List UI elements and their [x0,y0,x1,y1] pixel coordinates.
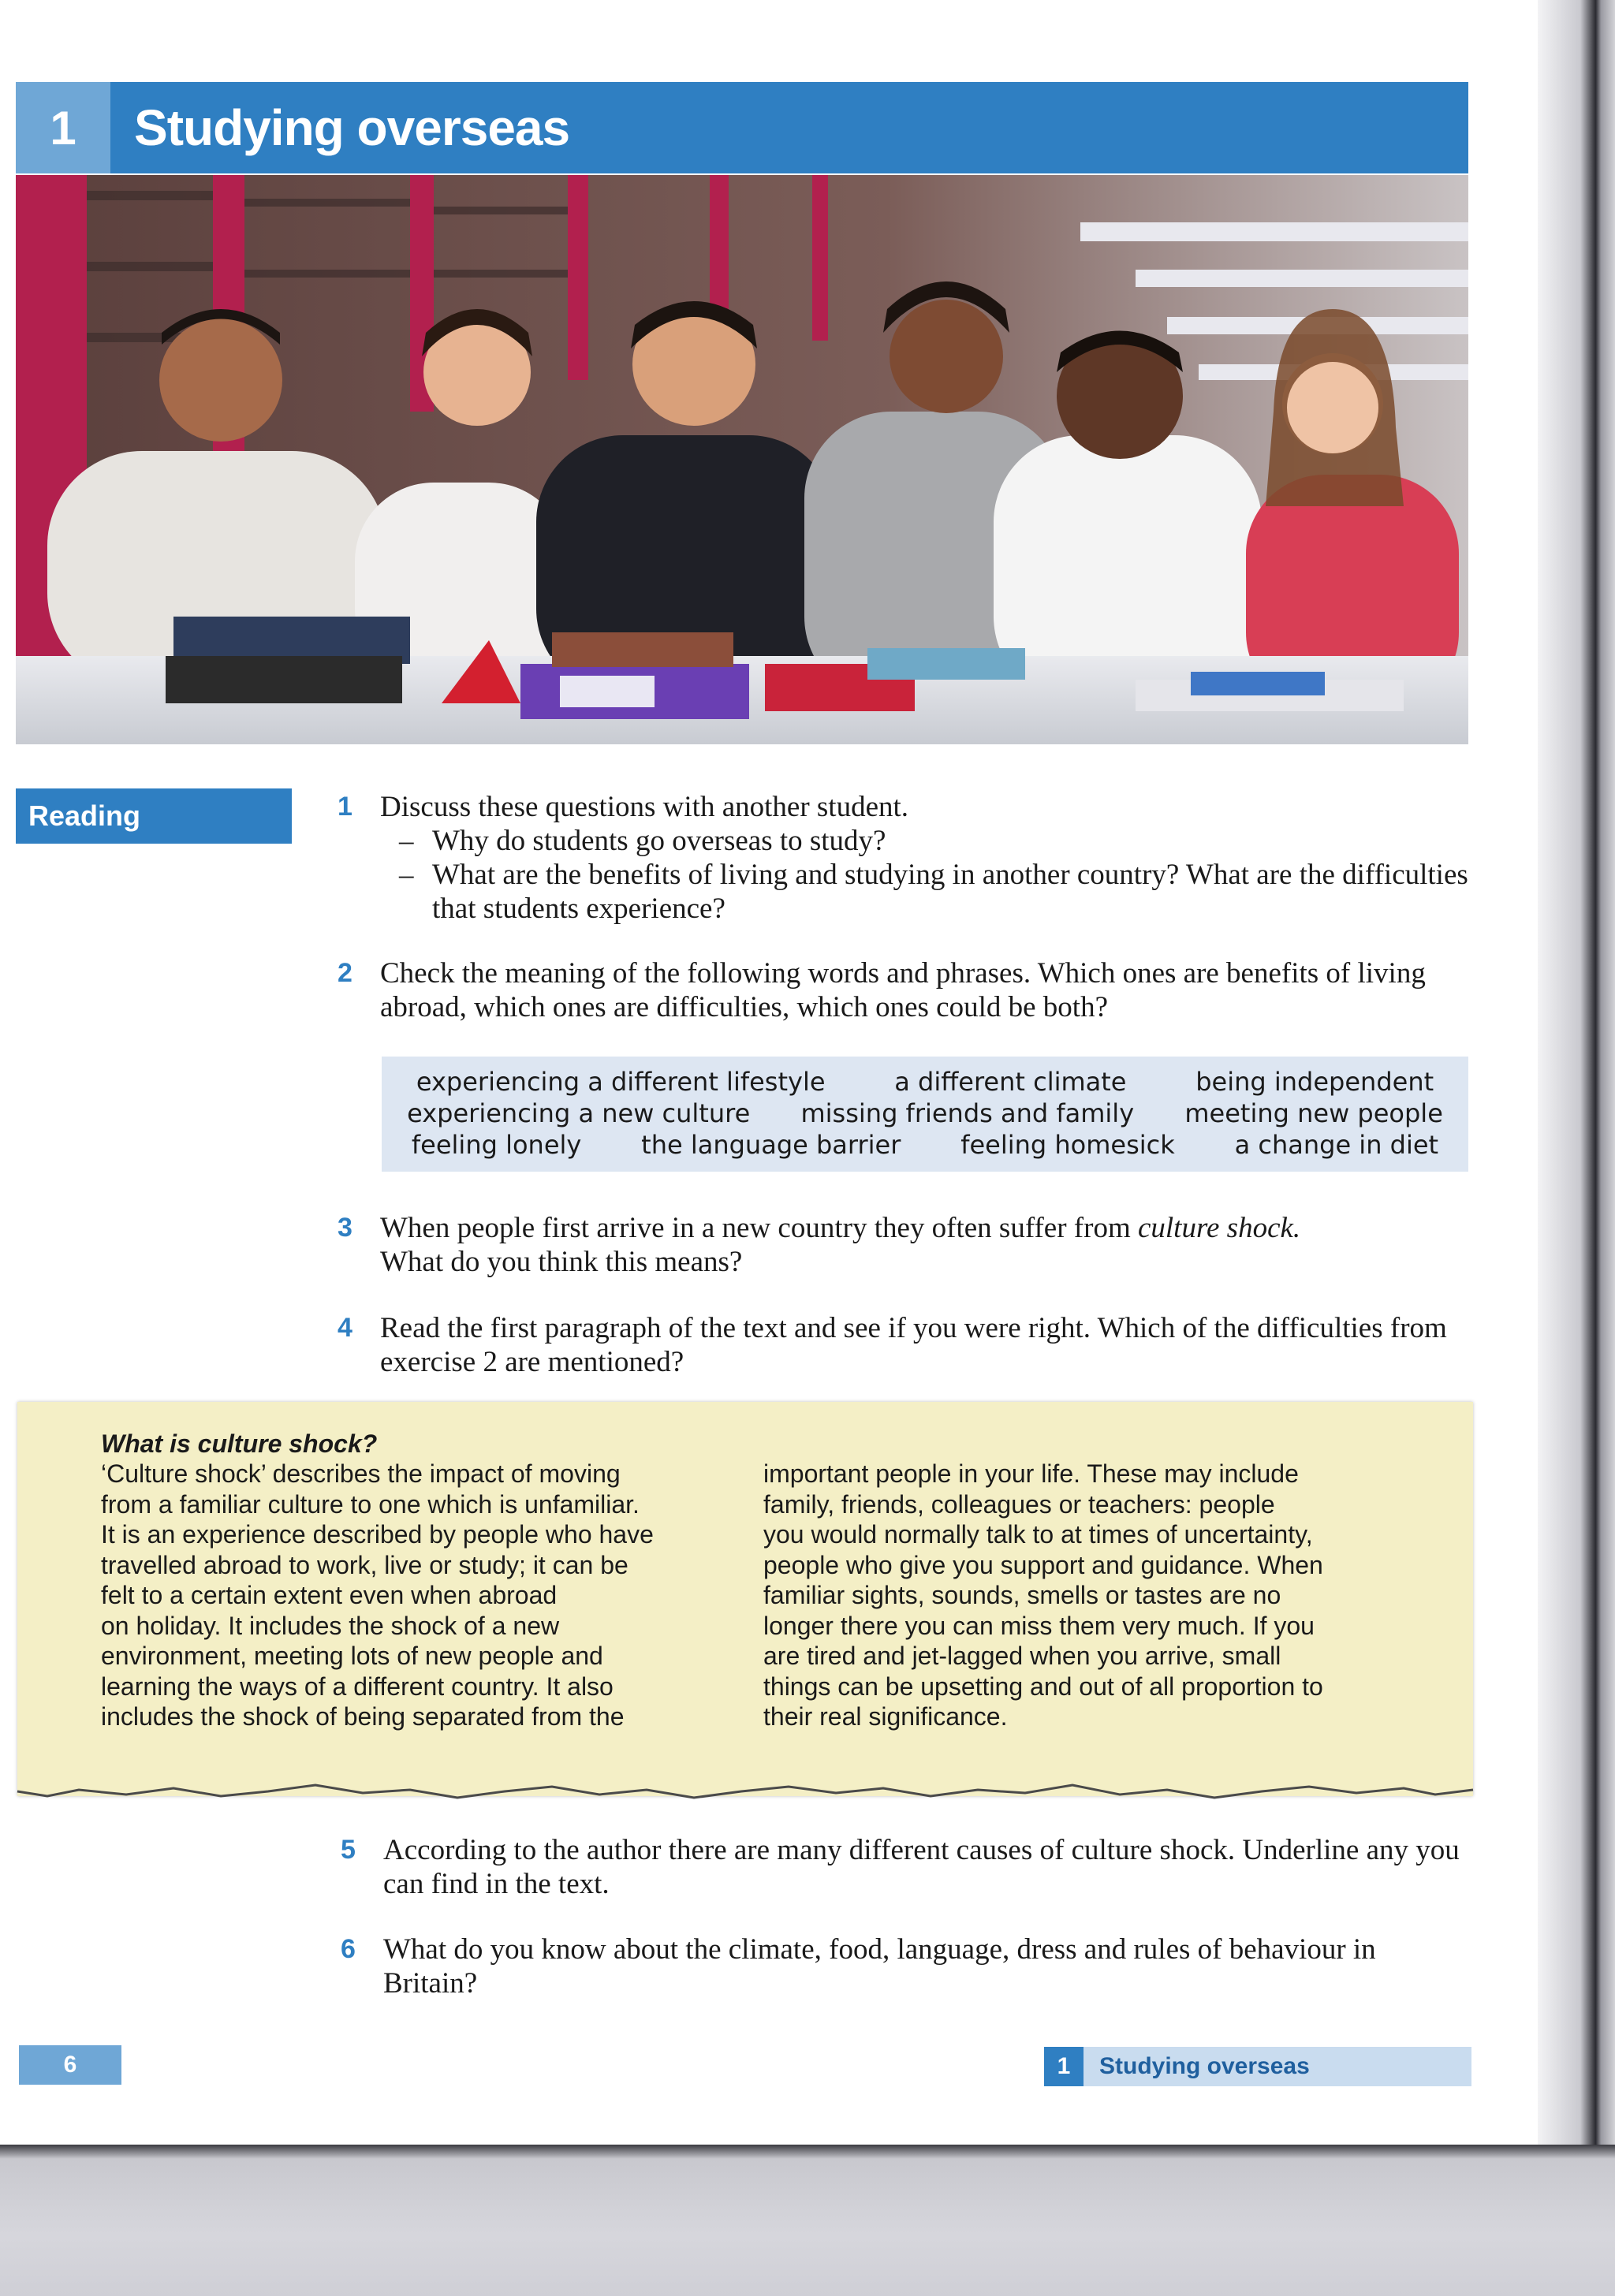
text-line: travelled abroad to work, live or study; it can be [101,1550,628,1579]
vocabulary-row [382,1066,1468,1098]
text-line: familiar sights, sounds, smells or tastes are no [763,1581,1281,1609]
vocabulary-item: meeting new people [1184,1098,1443,1128]
key-term: culture shock. [1137,1212,1301,1244]
exercise-text-part: When people first arrive in a new country they often suffer from [380,1212,1138,1244]
exercise-5 [341,1833,1476,1901]
unit-title: Studying overseas [134,99,570,156]
group-of-students-photo [16,175,1468,744]
text-line: on holiday. It includes the shock of a new [101,1611,560,1640]
footer-unit-number: 1 [1044,2047,1084,2086]
section-label-reading: Reading [16,788,292,844]
text-line: are tired and jet-lagged when you arrive, small [763,1642,1281,1670]
exercise-text: Check the meaning of the following words and phrases. Which ones are benefits of living abroad, which ones are difficulties, which ones could be both? [380,957,1426,1023]
vocabulary-item: the language barrier [641,1130,901,1160]
text-line: learning the ways of a different country. It also [101,1672,614,1701]
page-binding-shadow [1538,0,1615,2296]
text-line: environment, meeting lots of new people and [101,1642,603,1670]
vocabulary-item: a change in diet [1234,1130,1439,1160]
footer-unit-bar [1044,2047,1471,2086]
text-line: felt to a certain extent even when abroad [101,1581,558,1609]
text-line: from a familiar culture to one which is unfamiliar. [101,1489,640,1519]
text-line: ‘Culture shock’ describes the impact of moving [101,1459,621,1488]
page-number: 6 [19,2045,121,2085]
text-line: It is an experience described by people who have [101,1520,654,1549]
reading-text-box [17,1402,1473,1796]
vocabulary-item: a different climate [894,1067,1127,1097]
text-line: things can be upsetting and out of all proportion to [763,1672,1323,1701]
vocabulary-row [382,1129,1468,1161]
exercise-text: Discuss these questions with another student. [380,791,909,823]
exercise-3 [338,1211,1473,1279]
exercise-text: According to the author there are many different causes of culture shock. Underline any you can find in the text. [383,1834,1460,1900]
text-line: people who give you support and guidance. When [763,1550,1323,1579]
exercise-number: 3 [338,1213,352,1243]
torn-paper-edge [0,1766,1475,1813]
question-list [380,824,1473,926]
text-line: you would normally talk to at times of uncertainty, [763,1520,1313,1549]
vocabulary-item: being independent [1195,1067,1434,1097]
vocabulary-item: feeling homesick [960,1130,1175,1160]
reading-text-column-left [101,1459,748,1732]
exercise-4 [338,1311,1473,1379]
exercise-text [380,1211,1473,1279]
exercise-number: 5 [341,1835,356,1865]
vocabulary-item: experiencing a new culture [407,1098,751,1128]
vocabulary-item: missing friends and family [800,1098,1135,1128]
exercise-number: 2 [338,958,352,988]
vocabulary-box [382,1057,1468,1172]
question-item: – What are the benefits of living and studying in another country? What are the difficulties that students experience? [380,858,1473,926]
students-photo [16,175,1468,744]
text-line: longer there you can miss them very much. If you [763,1611,1315,1640]
exercise-number: 6 [341,1934,356,1964]
vocabulary-item: experiencing a different lifestyle [416,1067,826,1097]
text-line: important people in your life. These may include [763,1459,1299,1488]
exercise-text: What do you know about the climate, food, language, dress and rules of behaviour in Britain? [383,1933,1376,2000]
exercise-2 [338,956,1473,1024]
vocabulary-row [382,1098,1468,1129]
footer-unit-title: Studying overseas [1099,2053,1310,2079]
unit-title-bar [16,82,1468,173]
text-line: family, friends, colleagues or teachers: people [763,1489,1275,1519]
unit-number: 1 [16,82,110,173]
exercise-text: Read the first paragraph of the text and see if you were right. Which of the difficulties from exercise 2 are mentioned? [380,1312,1447,1378]
page-bottom-shadow [0,2145,1615,2296]
exercise-number: 1 [338,792,352,822]
vocabulary-item: feeling lonely [411,1130,582,1160]
reading-text-heading: What is culture shock? [101,1429,378,1458]
exercise-6 [341,1933,1476,2000]
text-line: their real significance. [763,1702,1008,1731]
reading-text-column-right [763,1459,1410,1732]
exercise-1 [338,790,1473,926]
exercise-number: 4 [338,1313,352,1343]
question-item: – Why do students go overseas to study? [380,824,1473,858]
text-line: includes the shock of being separated from the [101,1702,625,1731]
exercise-text-part: What do you think this means? [380,1246,743,1278]
